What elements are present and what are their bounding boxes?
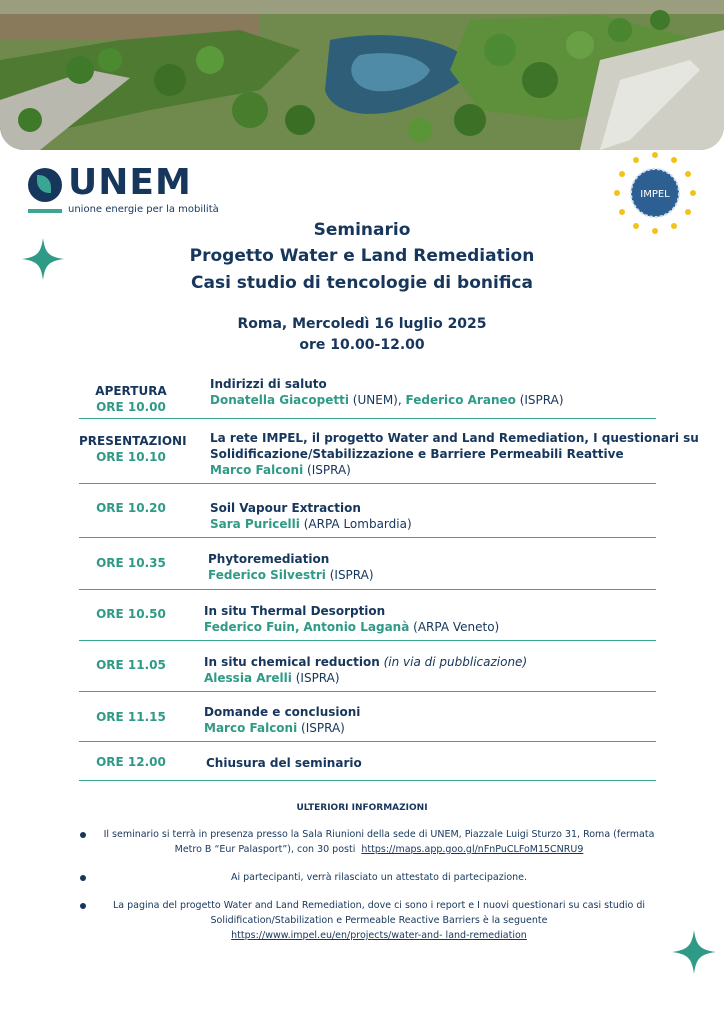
info-heading: ULTERIORI INFORMAZIONI	[296, 803, 428, 813]
row-divider	[79, 741, 656, 742]
agenda-item: In situ chemical reduction (in via di pubblicazione) Alessia Arelli (ISPRA)	[204, 655, 528, 685]
page-title-subtitle: Casi studio di tencologie di bonifica	[191, 273, 533, 293]
event-date: Roma, Mercoledì 16 luglio 2025	[237, 316, 487, 332]
logo-underline	[28, 209, 62, 213]
row-divider	[79, 589, 656, 590]
agenda-item: Chiusura del seminario	[206, 756, 362, 770]
page-title-project: Progetto Water e Land Remediation	[189, 246, 535, 266]
row-divider	[79, 537, 656, 538]
agenda-label: ORE 10.35	[96, 556, 166, 570]
unem-tagline: unione energie per la mobilità	[68, 204, 219, 215]
bullet-icon	[80, 903, 86, 909]
agenda-label: APERTURA ORE 10.00	[95, 384, 167, 414]
unem-logo-text: UNEM	[68, 162, 192, 203]
bullet-icon	[80, 832, 86, 838]
row-divider	[79, 418, 656, 419]
unem-logo-icon	[28, 168, 62, 202]
impel-logo-text: IMPEL	[640, 189, 670, 200]
row-divider	[79, 780, 656, 781]
agenda-label: PRESENTAZIONI ORE 10.10	[79, 434, 187, 464]
agenda-item: Domande e conclusioni Marco Falconi (ISPRA)	[204, 705, 361, 735]
row-divider	[79, 640, 656, 641]
agenda-item: La rete IMPEL, il progetto Water and Land Remediation, I questionari su Solidificazione/Stabilizzazione e Barriere Permeabili Reattive Marco Falconi (ISPRA)	[210, 431, 699, 477]
agenda-label: ORE 10.20	[96, 501, 166, 515]
agenda-item: In situ Thermal Desorption Federico Fuin, Antonio Laganà (ARPA Veneto)	[204, 604, 500, 634]
project-page-link[interactable]: https://www.impel.eu/en/projects/water-and- land-remediation	[231, 930, 527, 941]
agenda-item: Phytoremediation Federico Silvestri (ISPRA)	[208, 552, 374, 582]
agenda-item: Indirizzi di saluto Donatella Giacopetti (UNEM), Federico Araneo (ISPRA)	[210, 377, 564, 407]
info-item-project-page: La pagina del progetto Water and Land Remediation, dove ci sono i report e I nuovi questionari su casi studio di Solidification/Stabilization e Permeable Reactive Barriers è la seguente https://www.impel.eu/en/projects/water-and- land-remediation	[112, 900, 646, 941]
agenda-label: ORE 11.15	[96, 710, 166, 724]
event-time: ore 10.00-12.00	[299, 337, 425, 353]
bullet-icon	[80, 875, 86, 881]
row-divider	[79, 691, 656, 692]
agenda-label: ORE 12.00	[96, 755, 166, 769]
sparkle-icon	[672, 930, 716, 978]
hero-image	[0, 0, 724, 150]
page-title-seminario: Seminario	[313, 220, 411, 240]
agenda-label: ORE 10.50	[96, 607, 166, 621]
agenda-item: Soil Vapour Extraction Sara Puricelli (ARPA Lombardia)	[210, 501, 412, 531]
agenda-label: ORE 11.05	[96, 658, 166, 672]
row-divider	[79, 483, 656, 484]
maps-link[interactable]: https://maps.app.goo.gl/nFnPuCLFoM15CNRU9	[361, 844, 584, 855]
info-item-certificate: Ai partecipanti, verrà rilasciato un attestato di partecipazione.	[230, 872, 528, 883]
info-item-location: Il seminario si terrà in presenza presso la Sala Riunioni della sede di UNEM, Piazzale Luigi Sturzo 31, Roma (fermata Metro B “Eur Palasport”), con 30 posti https://maps.app.goo.gl/nFnPuCLFoM15CNRU9	[103, 829, 655, 855]
